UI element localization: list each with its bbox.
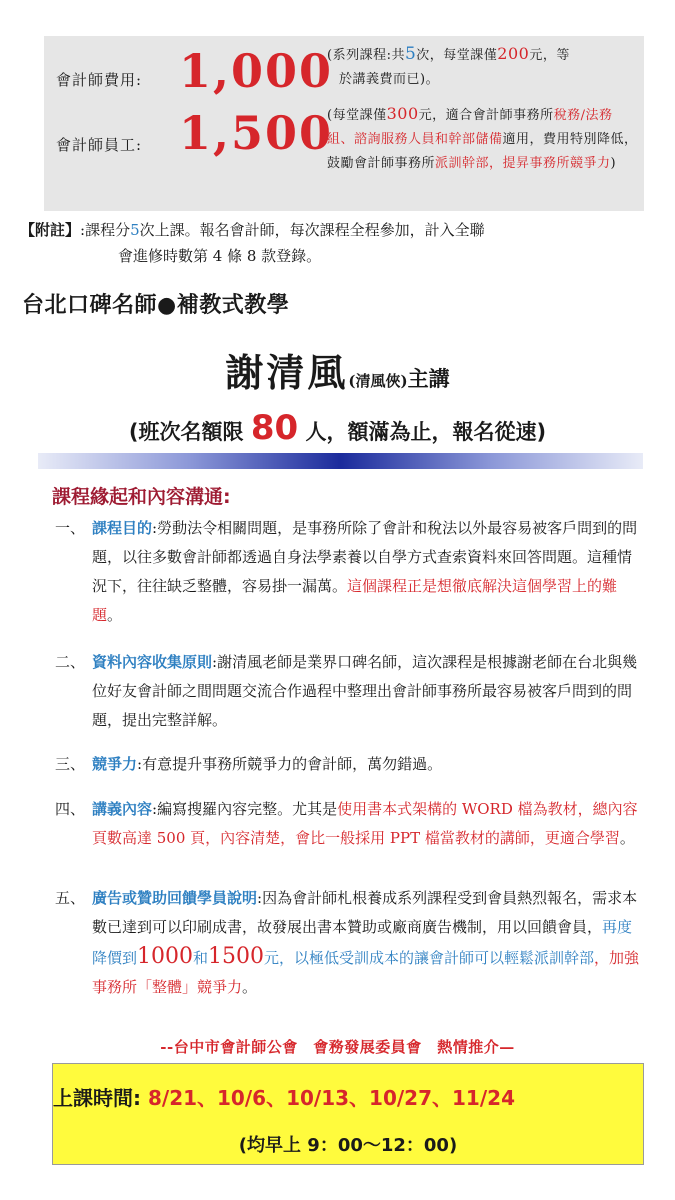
item-price-1000: 1000 (137, 944, 194, 969)
member-note-count: 5 (404, 44, 417, 64)
item-red-text: 這個課程正是想徹底解決這個學習上的難題 (92, 577, 618, 624)
member-note-b: 次，每堂課僅 (416, 48, 498, 63)
footnote-text-c: 會進修時數第 4 條 8 款登錄。 (118, 247, 322, 265)
item-number: 三、 (55, 755, 86, 773)
speaker-nickname: (清風俠) (348, 372, 408, 390)
staff-fee-amount: 1,500 (179, 106, 334, 160)
item-blue-text-2: 元，以極低受訓成本的讓會計師可以輕鬆派訓幹部 (264, 949, 595, 967)
section-title: 課程緣起和內容溝通: (52, 486, 231, 508)
member-fee-label: 會計師費用: (56, 71, 143, 89)
item-body (92, 514, 645, 630)
member-note-a: (系列課程:共 (327, 48, 405, 63)
item-blue-and: 和 (193, 949, 209, 967)
speaker-name: 謝清風 (225, 350, 349, 395)
item-number: 四、 (55, 800, 86, 818)
item-red-text: ，加強事務所「整體」競爭力 (92, 949, 640, 996)
list-item (55, 795, 645, 853)
item-heading: 資料內容收集原則 (92, 653, 213, 671)
item-heading: 課程目的 (92, 519, 153, 537)
staff-note-red2: 派訓幹部，提昇事務所競爭力 (435, 156, 611, 171)
schedule-time: (均早上 9：00～12：00) (238, 1135, 458, 1156)
item-end: 。 (107, 606, 123, 624)
staff-fee-label: 會計師員工: (56, 136, 143, 154)
staff-note-price: 300 (386, 104, 419, 123)
staff-note-b: 元，適合會計師事務所 (418, 108, 554, 123)
footnote-count: 5 (130, 221, 140, 239)
speaker (0, 342, 675, 397)
item-number: 五、 (55, 889, 86, 907)
staff-note-red1: 稅務/法務組、諮詢服務人員和幹部儲備 (327, 108, 613, 147)
item-text: :謝清風老師是業界口碑名師，這次課程是根據謝老師在台北與幾位好友會計師之間問題交流合作過程中整理出會計師事務所最容易被客戶問到的問題，提出完整詳解。 (92, 653, 638, 729)
staff-note-c: 適用，費用特別降低，鼓勵會計師事務所 (327, 132, 638, 171)
item-number: 一、 (55, 519, 86, 537)
item-text: :編寫搜羅內容完整。尤其是 (152, 800, 338, 818)
item-end: 。 (242, 978, 258, 996)
signature: --台中市會計師公會 會務發展委員會 熱情推介— (160, 1038, 515, 1056)
quota-number: 80 (250, 408, 299, 448)
item-body (92, 795, 645, 853)
list-item (55, 750, 645, 779)
quota-suffix: 人，額滿為止，報名從速) (305, 420, 547, 444)
item-text: :有意提升事務所競爭力的會計師，萬勿錯過。 (137, 755, 443, 773)
item-heading: 講義內容 (92, 800, 153, 818)
list-item (55, 648, 645, 735)
item-text: :因為會計師札根養成系列課程受到會員熱烈報名，需求本數已達到可以印刷成書，故發展出書本贊助或廠商廣告機制，用以回饋會員， (92, 889, 638, 936)
list-item (55, 514, 645, 630)
item-heading: 廣告或贊助回饋學員說明 (92, 889, 258, 907)
item-number: 二、 (55, 653, 86, 671)
item-end: 。 (619, 829, 635, 847)
member-note-price: 200 (497, 44, 530, 63)
item-heading: 競爭力 (92, 755, 138, 773)
item-blue-text: 再度降價到 (92, 918, 633, 967)
item-red-text: 使用書本式架構的 WORD 檔為教材，總內容頁數高達 500 頁，內容清楚，會比一般採用 PPT 檔當教材的講師，更適合學習 (92, 800, 638, 847)
quota (0, 408, 675, 448)
footnote (20, 217, 650, 269)
member-fee-note (327, 42, 639, 92)
speaker-role: 主講 (407, 366, 450, 391)
member-note-d: 於講義費而已)。 (339, 72, 440, 87)
schedule-dates: 8/21、10/6、10/13、10/27、11/24 (147, 1086, 515, 1110)
list-item (55, 884, 645, 1002)
item-body (92, 750, 645, 779)
quota-prefix: (班次名額限 (128, 420, 244, 444)
staff-fee-note (327, 102, 639, 176)
footnote-tag: 【附註】 (20, 221, 81, 239)
item-body (92, 884, 645, 1002)
schedule-label: 上課時間: (53, 1086, 141, 1110)
item-price-1500: 1500 (208, 944, 265, 969)
headline: 台北口碑名師●補教式教學 (22, 293, 290, 318)
staff-note-a: (每堂課僅 (327, 108, 387, 123)
gradient-banner (38, 453, 643, 469)
fee-box (44, 36, 644, 211)
footnote-text-a: :課程分 (80, 221, 131, 239)
staff-note-d: ) (610, 156, 617, 171)
schedule-line (53, 1082, 515, 1111)
footnote-text-b: 次上課。報名會計師，每次課程全程參加，計入全聯 (139, 221, 485, 239)
member-fee-amount: 1,000 (179, 44, 334, 98)
schedule-box (52, 1063, 644, 1165)
member-note-c: 元，等 (529, 48, 570, 63)
item-text: :勞動法令相關問題，是事務所除了會計和稅法以外最容易被客戶問到的問題，以往多數會計師都透過自身法學素養以自學方式查索資料來回答問題。這種情況下，往往缺乏整體，容易掛一漏萬。 (92, 519, 638, 595)
item-body (92, 648, 645, 735)
